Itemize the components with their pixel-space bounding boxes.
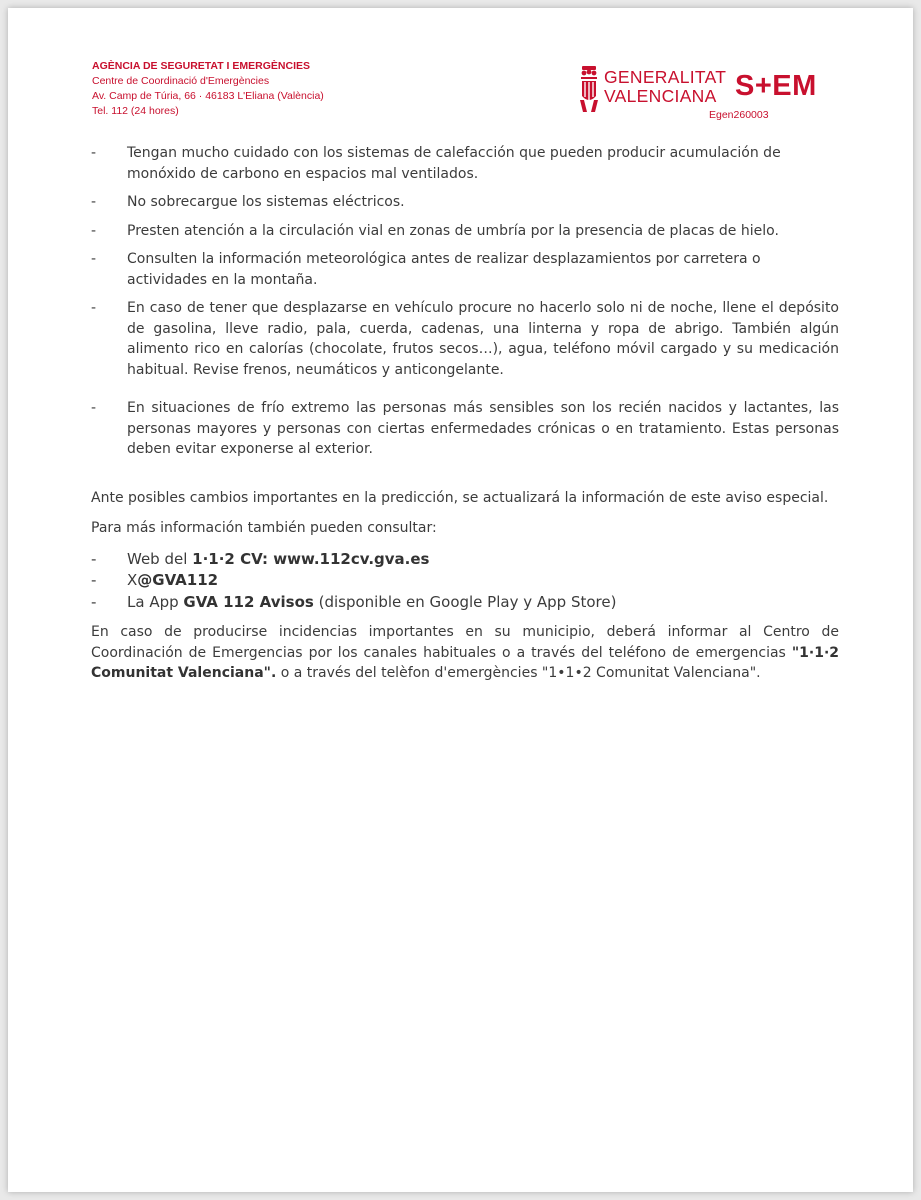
app-suffix: (disponible en Google Play y App Store) bbox=[313, 592, 617, 611]
closing-paragraph bbox=[91, 622, 839, 684]
x-prefix: X bbox=[127, 571, 138, 589]
letterhead bbox=[92, 59, 324, 119]
closing-part-2: o a través del telèfon d'emergències "1•1•2 Comunitat Valenciana". bbox=[276, 665, 761, 681]
app-prefix: La App bbox=[127, 592, 184, 611]
list-item: - Tengan mucho cuidado con los sistemas de calefacción que pueden producir acumulación de monóxido de carbono en espacios mal ventilados. bbox=[91, 143, 839, 184]
logo-line-1: GENERALITAT bbox=[604, 67, 727, 87]
document-page bbox=[8, 8, 913, 1192]
centre-address: Av. Camp de Túria, 66 · 46183 L'Eliana (València) bbox=[92, 90, 324, 102]
more-info-intro: Para más información también pueden consultar: bbox=[91, 520, 437, 536]
sem-logo: S+EM bbox=[735, 70, 817, 102]
list-item: - No sobrecargue los sistemas eléctricos. bbox=[91, 192, 839, 213]
web-link-item bbox=[91, 549, 839, 570]
info-channels-list bbox=[91, 549, 839, 613]
closing-bold: "1·1·2 Comunitat Valenciana". bbox=[91, 644, 839, 681]
list-item: - Presten atención a la circulación vial en zonas de umbría por la presencia de placas de hielo. bbox=[91, 221, 839, 242]
advice-list bbox=[91, 143, 839, 460]
list-item: - En situaciones de frío extremo las personas más sensibles son los recién nacidos y lactantes, las personas mayores y personas con ciertas enfermedades crónicas o en tratamiento. Estas personas deben evitar exponerse al exterior. bbox=[91, 398, 839, 460]
x-handle-link[interactable]: @GVA112 bbox=[137, 571, 219, 589]
centre-phone: Tel. 112 (24 hores) bbox=[92, 105, 179, 117]
app-link-item bbox=[91, 592, 839, 613]
generalitat-logo bbox=[578, 64, 838, 128]
web-link[interactable]: 1·1·2 CV: www.112cv.gva.es bbox=[192, 549, 430, 568]
app-name[interactable]: GVA 112 Avisos bbox=[183, 592, 314, 611]
document-body bbox=[91, 143, 839, 684]
centre-name: Centre de Coordinació d'Emergències bbox=[92, 75, 270, 87]
agency-name: AGÈNCIA DE SEGURETAT I EMERGÈNCIES bbox=[92, 60, 310, 72]
document-code: Egen260003 bbox=[709, 109, 769, 121]
closing-part-1: En caso de producirse incidencias importantes en su municipio, deberá informar al Centro de Coordinación de Emergencias por los canales habituales o a través del teléfono de emergencias bbox=[91, 624, 839, 661]
x-link-item bbox=[91, 570, 839, 591]
logo-line-2: VALENCIANA bbox=[604, 86, 717, 106]
web-prefix: Web del bbox=[127, 549, 193, 568]
list-item: - Consulten la información meteorológica antes de realizar desplazamientos por carretera o actividades en la montaña. bbox=[91, 249, 839, 290]
list-item: - En caso de tener que desplazarse en vehículo procure no hacerlo solo ni de noche, llene el depósito de gasolina, lleve radio, pala, cuerda, cadenas, una linterna y ropa de abrigo. También algún alimento rico en calorías (chocolate, frutos secos…), agua, teléfono móvil cargado y su medicación habitual. Revise frenos, neumáticos y anticongelante. bbox=[91, 298, 839, 380]
update-note: Ante posibles cambios importantes en la predicción, se actualizará la información de este aviso especial. bbox=[91, 489, 829, 506]
coat-of-arms-icon bbox=[578, 66, 600, 112]
